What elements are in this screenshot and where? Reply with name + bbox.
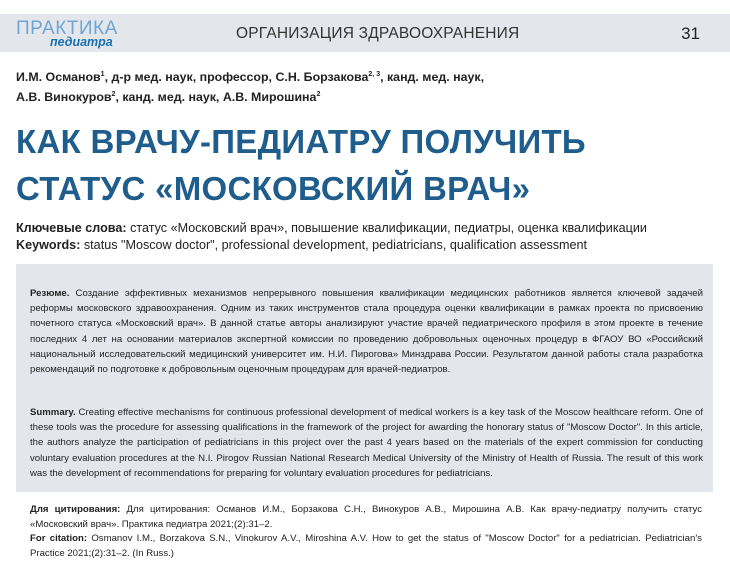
author-name: А.В. Мирошина (222, 90, 317, 105)
abstract-box (16, 264, 713, 492)
journal-logo (16, 19, 118, 49)
author-name: И.М. Османов (16, 70, 101, 85)
author-degree: , канд. мед. наук, (380, 70, 485, 85)
abstract-ru-label: Резюме. (30, 288, 70, 299)
page-number: 31 (681, 24, 700, 43)
abstract-en (30, 405, 703, 481)
keywords-en-text: status "Moscow doctor", professional development, pediatricians, qualification assessment (80, 238, 588, 252)
citation-en-label: For citation: (30, 533, 88, 544)
affiliation-mark: 2 (316, 91, 321, 99)
keywords-en (16, 237, 716, 254)
article-title (16, 118, 716, 212)
abstract-ru (30, 286, 703, 377)
citation-en (30, 532, 702, 561)
citation-ru-text: Для цитирования: Османов И.М., Борзакова С.Н., Винокуров А.В., Мирошина А.В. Как врачу-педиатру получить статус «Московский врач». Практика педиатра 2021;(2):31–2. (30, 504, 702, 530)
keywords-ru-label: Ключевые слова: (16, 221, 127, 235)
keywords-en-label: Keywords: (16, 238, 81, 252)
citation-ru-label: Для цитирования: (30, 504, 121, 515)
abstract-en-text: Creating effective mechanisms for continuous professional development of medical workers is a key task of the Moscow healthcare reform. One of these tools was the procedure for assessing qualifications in the framework of the project for awarding the honorary status of "Moscow Doctor". In this article, the authors analyze the participation of pediatricians in this project over the past 4 years based on the materials of the expert commission for conducting voluntary evaluation procedures at the N.I. Pirogov Russian National Research Medical University of the Ministry of Health of Russia. The result of this work was the development of recommendations for preparing for voluntary evaluation procedures for pediatricians. (30, 407, 703, 479)
citation-ru (30, 503, 702, 532)
author-degree: , д-р мед. наук, профессор, (104, 70, 276, 85)
section-title: ОРГАНИЗАЦИЯ ЗДРАВООХРАНЕНИЯ (236, 25, 520, 42)
abstract-en-label: Summary. (30, 407, 76, 418)
citation-block (30, 503, 702, 561)
affiliation-mark: 1 (100, 71, 105, 78)
logo-bottom-text: педиатра (50, 35, 113, 49)
keywords-ru (16, 220, 716, 237)
citation-en-text: Osmanov I.M., Borzakova S.N., Vinokurov A.V., Miroshina A.V. How to get the status of "Moscow Doctor" for a pediatrician. Pediatrician's Practice 2021;(2):31–2. (In Russ.) (30, 533, 702, 559)
abstract-ru-text: Создание эффективных механизмов непрерывного повышения квалификации медицинских работников является ключевой задачей реформы московского здравоохранения. Одним из таких инструментов стала процедура оценки квалификации в рамках проекта по присвоению почетного статуса «Московский врач». В данной статье авторы анализируют участие врачей педиатрического профиля в этом проекте в течение последних 4 лет на основании материалов экспертной комиссии по проведению добровольных оценочных процедур в ФГАОУ ВО «Российский национальный исследовательский медицинский университет им. Н.И. Пирогова» Минздрава России. Результатом данной работы стала разработка рекомендаций по подготовке к добровольным оценочным процедурам для врачей-педиатров. (30, 288, 703, 376)
title-line-1: КАК ВРАЧУ-ПЕДИАТРУ ПОЛУЧИТЬ (16, 123, 586, 160)
author-name: А.В. Винокуров (16, 90, 112, 105)
authors-block (16, 66, 716, 106)
keywords-block (16, 220, 716, 254)
logo-top-text: ПРАКТИКА (16, 18, 118, 39)
keywords-ru-text: статус «Московский врач», повышение квалификации, педиатры, оценка квалификации (126, 221, 647, 235)
page-header (0, 14, 730, 52)
author-name: С.Н. Борзакова (275, 70, 369, 85)
affiliation-mark: 2, 3 (368, 71, 381, 78)
affiliation-mark: 2 (111, 91, 116, 99)
title-line-2: СТАТУС «МОСКОВСКИЙ ВРАЧ» (16, 170, 531, 207)
author-degree: , канд. мед. наук, (115, 90, 223, 105)
